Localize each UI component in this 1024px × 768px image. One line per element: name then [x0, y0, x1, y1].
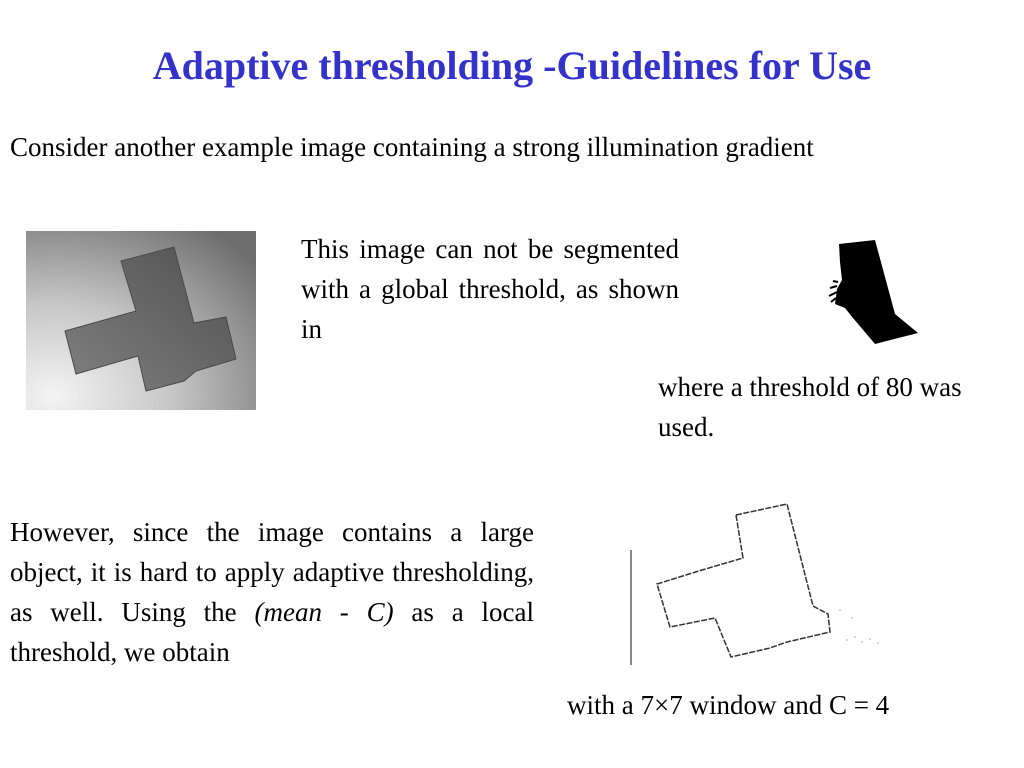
- adaptive-text-after: as a local threshold, we obtain: [10, 597, 534, 667]
- adaptive-text-before: However, since the image contains a large object, it is hard to apply adaptive thresholding, as well. Using the: [10, 517, 534, 627]
- gradient-image: [26, 231, 256, 410]
- global-threshold-paragraph: This image can not be segmented with a global threshold, as shown in: [301, 234, 679, 344]
- window-caption: with a 7×7 window and C = 4: [567, 690, 890, 720]
- slide-title: Adaptive thresholding -Guidelines for Use: [152, 43, 872, 88]
- adaptive-paragraph: [10, 512, 534, 672]
- intro-paragraph: Consider another example image containing a strong illumination gradient: [10, 132, 814, 162]
- mean-minus-c-formula: (mean - C): [254, 597, 394, 627]
- threshold-80-caption: where a threshold of 80 was used.: [658, 372, 962, 442]
- global-threshold-image: [825, 234, 925, 349]
- adaptive-threshold-image: [600, 490, 890, 670]
